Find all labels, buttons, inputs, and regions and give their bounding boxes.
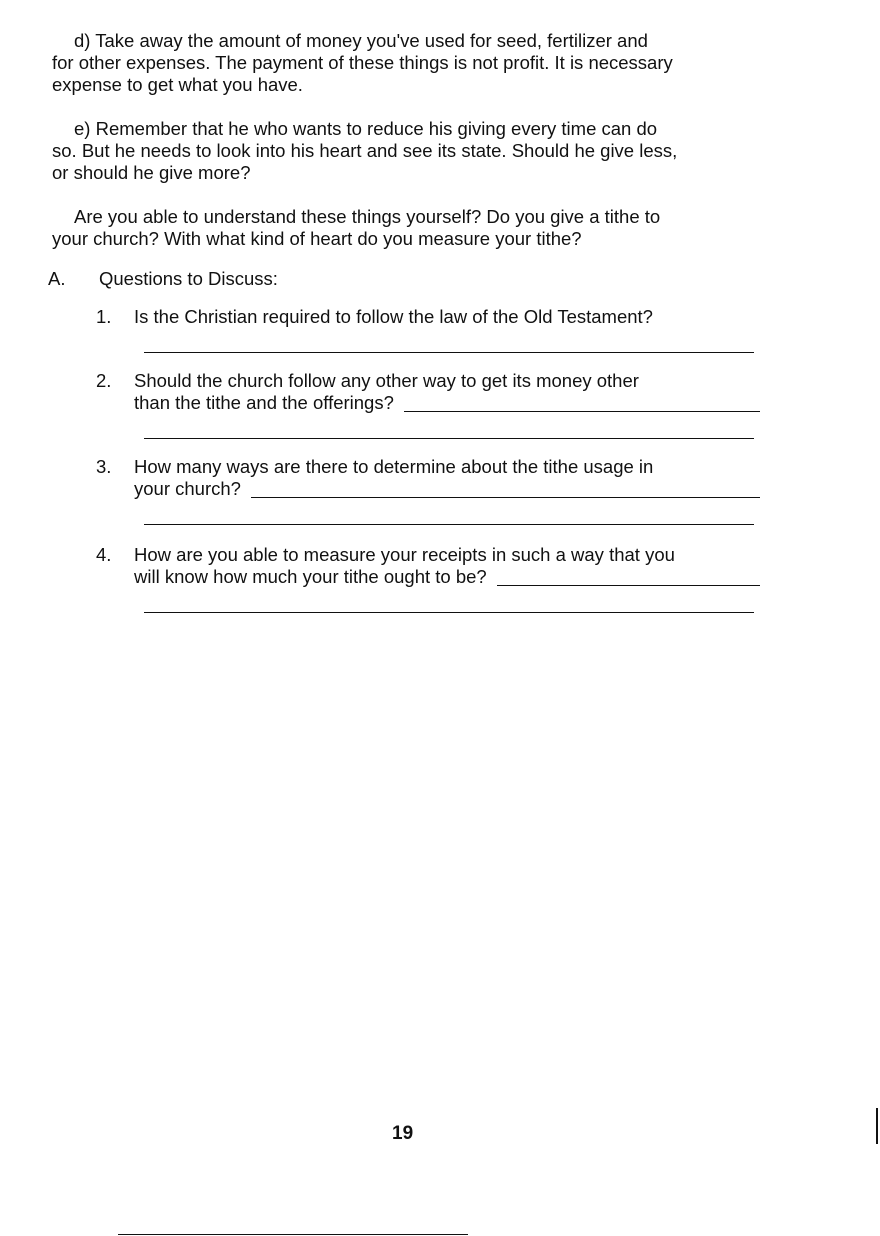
section-heading bbox=[48, 268, 278, 290]
question-1 bbox=[96, 306, 760, 328]
paragraph-line: e) Remember that he who wants to reduce his giving every time can do bbox=[74, 118, 658, 139]
footer-rule bbox=[118, 1234, 468, 1235]
question-number: 4. bbox=[96, 544, 112, 565]
page-number: 19 bbox=[392, 1123, 414, 1144]
paragraph-line: your church? With what kind of heart do you measure your tithe? bbox=[52, 228, 582, 249]
paragraph-line: d) Take away the amount of money you've used for seed, fertilizer and bbox=[74, 30, 648, 51]
paragraph-e bbox=[52, 118, 764, 184]
question-text: How many ways are there to determine about the tithe usage in bbox=[134, 456, 654, 477]
question-text: your church? bbox=[134, 478, 241, 499]
answer-line-4[interactable] bbox=[144, 612, 754, 613]
question-3 bbox=[96, 456, 760, 500]
question-number: 2. bbox=[96, 370, 112, 391]
question-number: 1. bbox=[96, 306, 112, 327]
answer-blank-inline[interactable] bbox=[251, 483, 760, 498]
paragraph-line: or should he give more? bbox=[52, 162, 251, 183]
answer-blank-inline[interactable] bbox=[404, 397, 760, 412]
answer-line-1[interactable] bbox=[144, 352, 754, 353]
paragraph-reflection bbox=[52, 206, 764, 250]
question-text: Is the Christian required to follow the law of the Old Testament? bbox=[134, 306, 653, 327]
question-text: Should the church follow any other way to get its money other bbox=[134, 370, 639, 391]
paragraph-line: expense to get what you have. bbox=[52, 74, 303, 95]
question-text: How are you able to measure your receipts in such a way that you bbox=[134, 544, 675, 565]
paragraph-line: Are you able to understand these things yourself? Do you give a tithe to bbox=[74, 206, 661, 227]
question-2 bbox=[96, 370, 760, 414]
question-4 bbox=[96, 544, 760, 588]
section-title: Questions to Discuss: bbox=[99, 268, 278, 289]
paragraph-line: so. But he needs to look into his heart and see its state. Should he give less, bbox=[52, 140, 678, 161]
question-text: than the tithe and the offerings? bbox=[134, 392, 394, 413]
answer-line-3[interactable] bbox=[144, 524, 754, 525]
question-text: will know how much your tithe ought to be? bbox=[134, 566, 487, 587]
section-letter: A. bbox=[48, 268, 66, 289]
paragraph-d bbox=[52, 30, 764, 96]
question-number: 3. bbox=[96, 456, 112, 477]
answer-blank-inline[interactable] bbox=[497, 571, 760, 586]
scan-edge-mark bbox=[876, 1108, 878, 1144]
answer-line-2[interactable] bbox=[144, 438, 754, 439]
paragraph-line: for other expenses. The payment of these things is not profit. It is necessary bbox=[52, 52, 673, 73]
